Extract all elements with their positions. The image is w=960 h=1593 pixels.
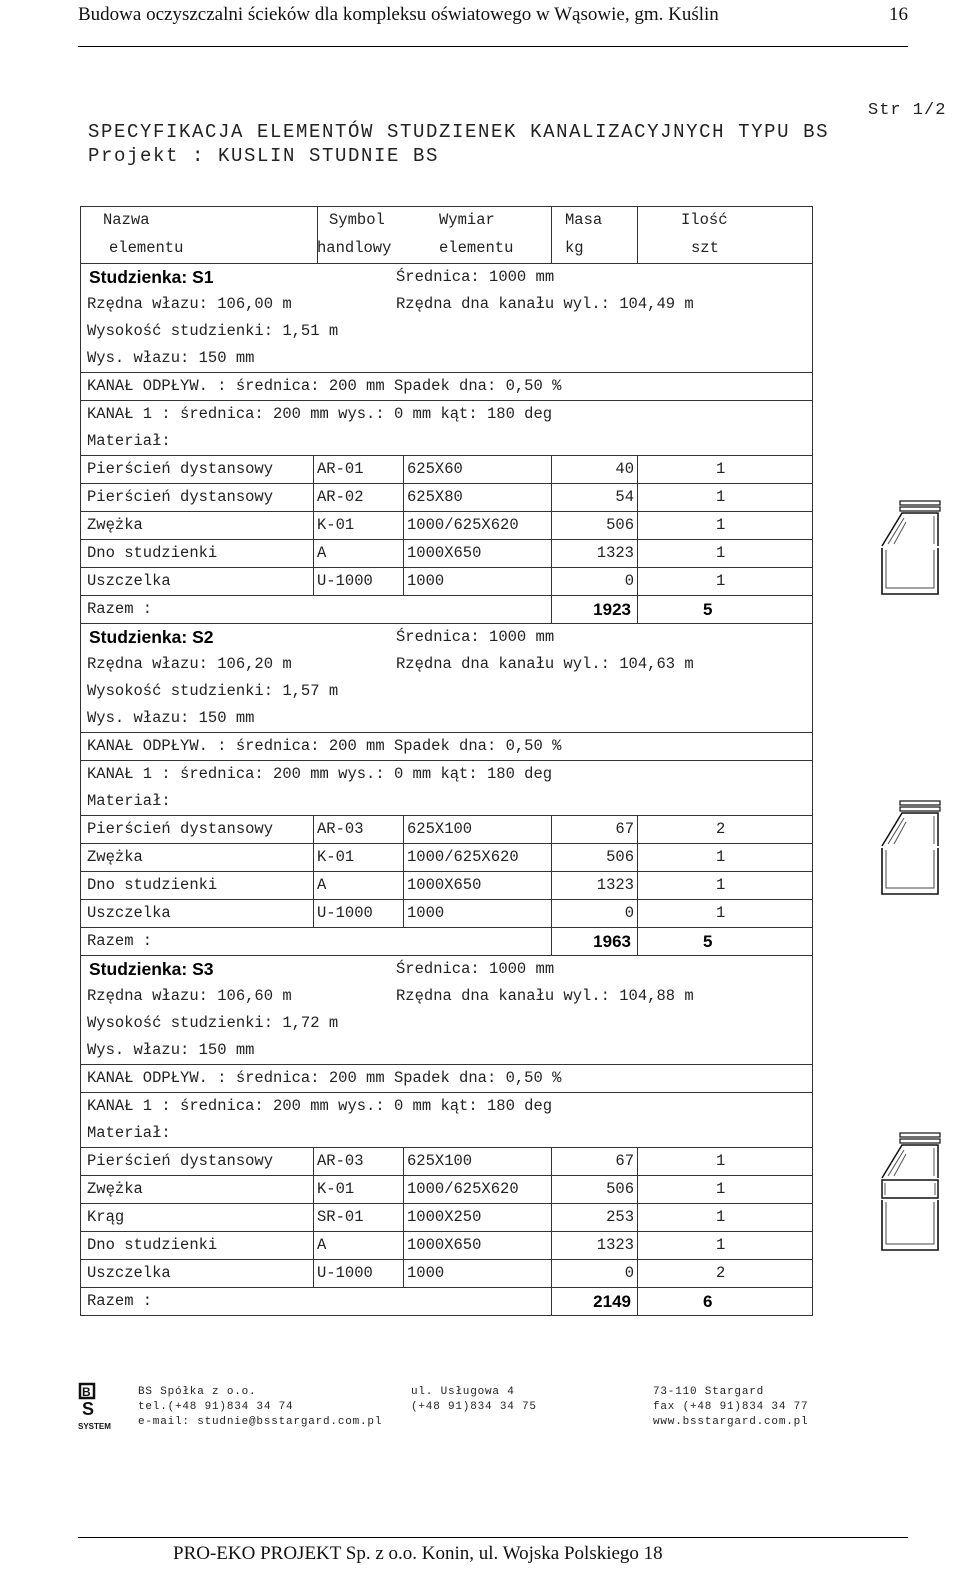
column-divider (313, 844, 314, 871)
item-row (81, 539, 812, 567)
column-divider (637, 1260, 638, 1287)
col-dim-header: Wymiar (439, 211, 495, 229)
column-divider (403, 872, 404, 899)
column-divider (551, 1288, 552, 1315)
item-qty: 1 (716, 876, 726, 894)
item-row (81, 843, 812, 871)
section-info-row (81, 1037, 812, 1064)
column-divider (551, 456, 552, 483)
bs-system-logo (78, 1382, 122, 1432)
company-email: e-mail: studnie@bsstargard.com.pl (138, 1416, 383, 1428)
column-divider (551, 235, 552, 263)
item-dimension: 1000 (407, 572, 445, 590)
item-row (81, 1259, 812, 1287)
section-header-row (81, 263, 812, 291)
item-qty: 1 (716, 1180, 726, 1198)
column-divider (403, 456, 404, 483)
column-divider (313, 872, 314, 899)
sheet-page-ref: Str 1/2 (868, 101, 947, 120)
column-divider (551, 540, 552, 567)
column-divider (637, 928, 638, 955)
column-divider (637, 844, 638, 871)
material-label: Materiał: (87, 432, 171, 450)
channel-level: Rzędna dna kanału wyl.: 104,63 m (396, 655, 694, 673)
column-divider (637, 456, 638, 483)
item-symbol: U-1000 (317, 572, 373, 590)
item-name: Zwężka (87, 848, 143, 866)
item-symbol: U-1000 (317, 1264, 373, 1282)
column-divider (637, 872, 638, 899)
column-divider (403, 1232, 404, 1259)
item-qty: 1 (716, 460, 726, 478)
material-label: Materiał: (87, 792, 171, 810)
col-qty-header-2: szt (691, 239, 719, 257)
item-mass: 506 (606, 1180, 634, 1198)
column-divider (403, 540, 404, 567)
total-mass: 2149 (593, 1292, 631, 1311)
column-divider (403, 844, 404, 871)
section-info-row (81, 291, 812, 318)
section-header-row (81, 623, 812, 651)
item-symbol: AR-03 (317, 1152, 364, 1170)
item-name: Pierścień dystansowy (87, 820, 274, 838)
company-tel: tel.(+48 91)834 34 74 (138, 1401, 294, 1413)
section-diameter: Średnica: 1000 mm (396, 628, 555, 646)
column-divider (551, 568, 552, 595)
col-name-header: Nazwa (103, 211, 150, 229)
column-divider (637, 540, 638, 567)
item-mass: 1323 (596, 544, 634, 562)
total-qty: 6 (703, 1292, 713, 1311)
item-name: Zwężka (87, 1180, 143, 1198)
well-height: Wysokość studzienki: 1,51 m (87, 322, 339, 340)
column-divider (313, 484, 314, 511)
manhole-diagram-s3 (878, 1132, 942, 1252)
outlet-channel: KANAŁ ODPŁYW. : średnica: 200 mm Spadek dna: 0,50 % (87, 737, 562, 755)
item-name: Pierścień dystansowy (87, 1152, 274, 1170)
item-qty: 1 (716, 1208, 726, 1226)
inlet-channel: KANAŁ 1 : średnica: 200 mm wys.: 0 mm kąt: 180 deg (87, 765, 553, 783)
page-number: 16 (889, 4, 908, 25)
column-divider (313, 512, 314, 539)
section-header-row (81, 955, 812, 983)
column-divider (551, 1176, 552, 1203)
column-divider (313, 456, 314, 483)
section-name: Studzienka: S2 (89, 627, 214, 647)
col-symbol-header-2: handlowy (317, 239, 392, 257)
svg-text:SYSTEM: SYSTEM (78, 1422, 111, 1431)
item-mass: 0 (624, 1264, 634, 1282)
spec-table (80, 206, 813, 1316)
item-name: Krąg (87, 1208, 125, 1226)
company-name: BS Spółka z o.o. (138, 1386, 257, 1398)
item-name: Dno studzienki (87, 1236, 218, 1254)
item-name: Dno studzienki (87, 544, 218, 562)
section-info-row (81, 705, 812, 732)
item-row (81, 455, 812, 483)
column-divider (551, 928, 552, 955)
item-mass: 253 (606, 1208, 634, 1226)
company-www: www.bsstargard.com.pl (653, 1416, 809, 1428)
total-label: Razem : (87, 600, 153, 618)
item-row (81, 899, 812, 927)
hatch-level: Rzędna włazu: 106,20 m (87, 655, 292, 673)
total-qty: 5 (703, 600, 713, 619)
item-mass: 40 (615, 460, 634, 478)
item-symbol: AR-03 (317, 820, 364, 838)
column-divider (637, 816, 638, 843)
item-name: Zwężka (87, 516, 143, 534)
item-dimension: 625X100 (407, 820, 473, 838)
item-dimension: 1000X650 (407, 544, 482, 562)
total-qty: 5 (703, 932, 713, 951)
item-row (81, 1147, 812, 1175)
page-footer (78, 1537, 908, 1564)
column-divider (403, 900, 404, 927)
item-mass: 0 (624, 572, 634, 590)
column-divider (317, 235, 318, 263)
item-row (81, 1231, 812, 1259)
total-label: Razem : (87, 932, 153, 950)
item-row (81, 1203, 812, 1231)
column-divider (313, 1260, 314, 1287)
item-symbol: K-01 (317, 516, 355, 534)
material-row (81, 428, 812, 455)
well-height: Wysokość studzienki: 1,57 m (87, 682, 339, 700)
item-row (81, 1175, 812, 1203)
item-dimension: 625X80 (407, 488, 463, 506)
hatch-height: Wys. włazu: 150 mm (87, 349, 255, 367)
column-divider (313, 540, 314, 567)
column-divider (551, 1232, 552, 1259)
item-dimension: 1000X650 (407, 876, 482, 894)
item-name: Pierścień dystansowy (87, 460, 274, 478)
column-divider (551, 816, 552, 843)
hatch-height: Wys. włazu: 150 mm (87, 709, 255, 727)
column-divider (313, 1204, 314, 1231)
item-symbol: A (317, 544, 327, 562)
inlet-channel: KANAŁ 1 : średnica: 200 mm wys.: 0 mm kąt: 180 deg (87, 1097, 553, 1115)
section-name: Studzienka: S3 (89, 959, 214, 979)
column-divider (313, 1148, 314, 1175)
column-divider (637, 512, 638, 539)
item-mass: 1323 (596, 1236, 634, 1254)
item-mass: 506 (606, 848, 634, 866)
section-info-row (81, 318, 812, 345)
column-divider (637, 596, 638, 623)
column-divider (551, 596, 552, 623)
footer-rule (78, 1537, 908, 1538)
section-diameter: Średnica: 1000 mm (396, 960, 555, 978)
material-row (81, 788, 812, 815)
column-divider (551, 1204, 552, 1231)
column-divider (317, 207, 318, 235)
item-mass: 54 (615, 488, 634, 506)
column-divider (313, 900, 314, 927)
item-symbol: SR-01 (317, 1208, 364, 1226)
column-divider (313, 1176, 314, 1203)
item-dimension: 1000X650 (407, 1236, 482, 1254)
item-row (81, 871, 812, 899)
total-label: Razem : (87, 1292, 153, 1310)
item-qty: 1 (716, 516, 726, 534)
hatch-level: Rzędna włazu: 106,60 m (87, 987, 292, 1005)
column-divider (551, 512, 552, 539)
column-divider (637, 1288, 638, 1315)
section-info-row (81, 1010, 812, 1037)
item-symbol: U-1000 (317, 904, 373, 922)
outlet-row (81, 372, 812, 400)
inlet-row (81, 1092, 812, 1120)
column-divider (637, 900, 638, 927)
item-dimension: 1000/625X620 (407, 1180, 519, 1198)
section-info-row (81, 983, 812, 1010)
column-divider (403, 1176, 404, 1203)
item-mass: 1323 (596, 876, 634, 894)
company-footer (78, 1380, 858, 1440)
total-row (81, 1287, 812, 1315)
company-city: 73-110 Stargard (653, 1386, 765, 1398)
col-qty-header: Ilość (681, 211, 728, 229)
hatch-level: Rzędna włazu: 106,00 m (87, 295, 292, 313)
item-dimension: 1000/625X620 (407, 848, 519, 866)
item-symbol: A (317, 1236, 327, 1254)
table-header-row (81, 207, 812, 235)
column-divider (403, 512, 404, 539)
column-divider (551, 844, 552, 871)
column-divider (637, 484, 638, 511)
item-dimension: 625X60 (407, 460, 463, 478)
item-qty: 1 (716, 904, 726, 922)
item-qty: 1 (716, 848, 726, 866)
channel-level: Rzędna dna kanału wyl.: 104,49 m (396, 295, 694, 313)
item-symbol: K-01 (317, 1180, 355, 1198)
item-dimension: 1000/625X620 (407, 516, 519, 534)
outlet-row (81, 732, 812, 760)
column-divider (637, 1176, 638, 1203)
column-divider (403, 568, 404, 595)
item-row (81, 567, 812, 595)
item-name: Uszczelka (87, 1264, 171, 1282)
svg-text:B: B (82, 1385, 91, 1399)
item-qty: 2 (716, 1264, 726, 1282)
material-label: Materiał: (87, 1124, 171, 1142)
column-divider (403, 1148, 404, 1175)
item-row (81, 511, 812, 539)
column-divider (551, 484, 552, 511)
manhole-diagram-s2 (878, 800, 942, 896)
item-mass: 506 (606, 516, 634, 534)
item-qty: 1 (716, 488, 726, 506)
spec-title: SPECYFIKACJA ELEMENTÓW STUDZIENEK KANALIZACYJNYCH TYPU BS (88, 121, 830, 143)
item-symbol: K-01 (317, 848, 355, 866)
item-symbol: AR-02 (317, 488, 364, 506)
item-dimension: 625X100 (407, 1152, 473, 1170)
total-mass: 1963 (593, 932, 631, 951)
item-mass: 67 (615, 1152, 634, 1170)
section-info-row (81, 651, 812, 678)
item-row (81, 815, 812, 843)
header-rule (78, 46, 908, 47)
item-mass: 67 (615, 820, 634, 838)
document-title: Budowa oczyszczalni ścieków dla kompleksu oświatowego w Wąsowie, gm. Kuślin (78, 4, 719, 25)
footer-text: PRO-EKO PROJEKT Sp. z o.o. Konin, ul. Wojska Polskiego 18 (173, 1543, 663, 1564)
column-divider (551, 207, 552, 235)
column-divider (637, 235, 638, 263)
section-diameter: Średnica: 1000 mm (396, 268, 555, 286)
inlet-row (81, 760, 812, 788)
item-symbol: AR-01 (317, 460, 364, 478)
item-dimension: 1000 (407, 904, 445, 922)
item-name: Uszczelka (87, 904, 171, 922)
column-divider (637, 568, 638, 595)
column-divider (313, 568, 314, 595)
total-row (81, 595, 812, 623)
page-header (78, 4, 908, 42)
inlet-row (81, 400, 812, 428)
item-name: Pierścień dystansowy (87, 488, 274, 506)
column-divider (637, 1148, 638, 1175)
total-mass: 1923 (593, 600, 631, 619)
well-height: Wysokość studzienki: 1,72 m (87, 1014, 339, 1032)
section-info-row (81, 345, 812, 372)
hatch-height: Wys. włazu: 150 mm (87, 1041, 255, 1059)
item-mass: 0 (624, 904, 634, 922)
column-divider (551, 1260, 552, 1287)
total-row (81, 927, 812, 955)
column-divider (403, 1260, 404, 1287)
channel-level: Rzędna dna kanału wyl.: 104,88 m (396, 987, 694, 1005)
svg-text:S: S (82, 1399, 95, 1419)
column-divider (637, 207, 638, 235)
item-qty: 1 (716, 572, 726, 590)
item-qty: 1 (716, 544, 726, 562)
outlet-channel: KANAŁ ODPŁYW. : średnica: 200 mm Spadek dna: 0,50 % (87, 1069, 562, 1087)
item-qty: 1 (716, 1152, 726, 1170)
column-divider (551, 872, 552, 899)
table-header-row (81, 235, 812, 263)
material-row (81, 1120, 812, 1147)
manhole-diagram-s1 (878, 500, 942, 596)
item-symbol: A (317, 876, 327, 894)
section-name: Studzienka: S1 (89, 267, 214, 287)
item-name: Dno studzienki (87, 876, 218, 894)
company-street: ul. Usługowa 4 (411, 1386, 515, 1398)
col-name-header-2: elementu (109, 239, 184, 257)
inlet-channel: KANAŁ 1 : średnica: 200 mm wys.: 0 mm kąt: 180 deg (87, 405, 553, 423)
column-divider (637, 1232, 638, 1259)
column-divider (403, 1204, 404, 1231)
column-divider (403, 816, 404, 843)
section-info-row (81, 678, 812, 705)
item-dimension: 1000X250 (407, 1208, 482, 1226)
item-dimension: 1000 (407, 1264, 445, 1282)
company-tel2: (+48 91)834 34 75 (411, 1401, 537, 1413)
col-dim-header-2: elementu (439, 239, 514, 257)
item-qty: 2 (716, 820, 726, 838)
outlet-row (81, 1064, 812, 1092)
outlet-channel: KANAŁ ODPŁYW. : średnica: 200 mm Spadek dna: 0,50 % (87, 377, 562, 395)
column-divider (313, 816, 314, 843)
column-divider (551, 1148, 552, 1175)
spec-heading (88, 120, 829, 168)
col-symbol-header: Symbol (329, 211, 385, 229)
column-divider (551, 900, 552, 927)
column-divider (403, 484, 404, 511)
col-mass-header-2: kg (565, 239, 584, 257)
item-row (81, 483, 812, 511)
company-fax: fax (+48 91)834 34 77 (653, 1401, 809, 1413)
column-divider (313, 1232, 314, 1259)
column-divider (637, 1204, 638, 1231)
item-qty: 1 (716, 1236, 726, 1254)
item-name: Uszczelka (87, 572, 171, 590)
col-mass-header: Masa (565, 211, 603, 229)
spec-project: Projekt : KUSLIN STUDNIE BS (88, 145, 440, 167)
